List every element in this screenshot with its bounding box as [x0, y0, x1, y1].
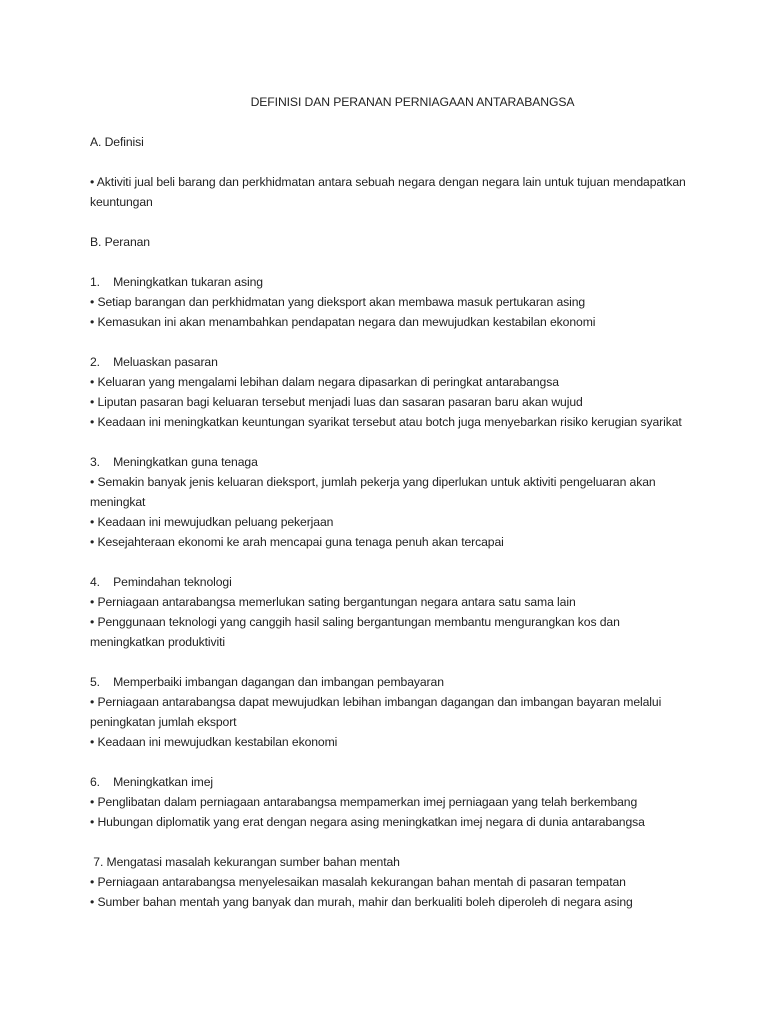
role-bullet: • Semakin banyak jenis keluaran dieksport, jumlah pekerja yang diperlukan untuk aktiviti pengeluaran akan meningkat: [90, 475, 656, 509]
role-bullet: • Setiap barangan dan perkhidmatan yang dieksport akan membawa masuk pertukaran asing: [90, 295, 586, 309]
role-item-2: [90, 352, 690, 432]
section-b-heading: B. Peranan: [90, 235, 150, 249]
role-item-title: 5. Memperbaiki imbangan dagangan dan imbangan pembayaran: [90, 675, 444, 689]
role-item-title: 2. Meluaskan pasaran: [90, 355, 218, 369]
role-bullet: • Hubungan diplomatik yang erat dengan negara asing meningkatkan imej negara di dunia antarabangsa: [90, 815, 645, 829]
role-bullet: • Keadaan ini meningkatkan keuntungan syarikat tersebut atau botch juga menyebarkan risiko kerugian syarikat: [90, 415, 682, 429]
role-bullet: • Penggunaan teknologi yang canggih hasil saling bergantungan membantu mengurangkan kos dan meningkatkan produktiviti: [90, 615, 620, 649]
role-bullet: • Perniagaan antarabangsa memerlukan sating bergantungan negara antara satu sama lain: [90, 595, 576, 609]
role-bullet: • Kemasukan ini akan menambahkan pendapatan negara dan mewujudkan kestabilan ekonomi: [90, 315, 596, 329]
role-bullet: • Perniagaan antarabangsa dapat mewujudkan lebihan imbangan dagangan dan imbangan bayaran melalui peningkatan jumlah eksport: [90, 695, 662, 729]
role-bullet: • Kesejahteraan ekonomi ke arah mencapai guna tenaga penuh akan tercapai: [90, 535, 504, 549]
role-item-title: 7. Mengatasi masalah kekurangan sumber bahan mentah: [90, 855, 400, 869]
role-bullet: • Keadaan ini mewujudkan peluang pekerjaan: [90, 515, 334, 529]
role-bullet: • Sumber bahan mentah yang banyak dan murah, mahir dan berkualiti boleh diperoleh di negara asing: [90, 895, 633, 909]
role-item-title: 4. Pemindahan teknologi: [90, 575, 232, 589]
role-item-title: 3. Meningkatkan guna tenaga: [90, 455, 258, 469]
role-item-3: [90, 452, 690, 552]
document-body: [90, 92, 690, 932]
role-bullet: • Liputan pasaran bagi keluaran tersebut menjadi luas dan sasaran pasaran baru akan wujud: [90, 395, 583, 409]
role-item-5: [90, 672, 690, 752]
role-item-title: 1. Meningkatkan tukaran asing: [90, 275, 263, 289]
role-bullet: • Penglibatan dalam perniagaan antarabangsa mempamerkan imej perniagaan yang telah berkembang: [90, 795, 638, 809]
role-item-title: 6. Meningkatkan imej: [90, 775, 214, 789]
role-bullet: • Keluaran yang mengalami lebihan dalam negara dipasarkan di peringkat antarabangsa: [90, 375, 559, 389]
role-bullet: • Perniagaan antarabangsa menyelesaikan masalah kekurangan bahan mentah di pasaran tempatan: [90, 875, 626, 889]
role-item-4: [90, 572, 690, 652]
role-item-7: [90, 852, 690, 912]
role-bullet: • Keadaan ini mewujudkan kestabilan ekonomi: [90, 735, 338, 749]
section-a-heading: A. Definisi: [90, 135, 144, 149]
document-title: DEFINISI DAN PERANAN PERNIAGAAN ANTARABANGSA: [250, 95, 575, 109]
definition-text: • Aktiviti jual beli barang dan perkhidmatan antara sebuah negara dengan negara lain untuk tujuan mendapatkan keuntungan: [90, 175, 686, 209]
role-item-6: [90, 772, 690, 832]
role-item-1: [90, 272, 690, 332]
